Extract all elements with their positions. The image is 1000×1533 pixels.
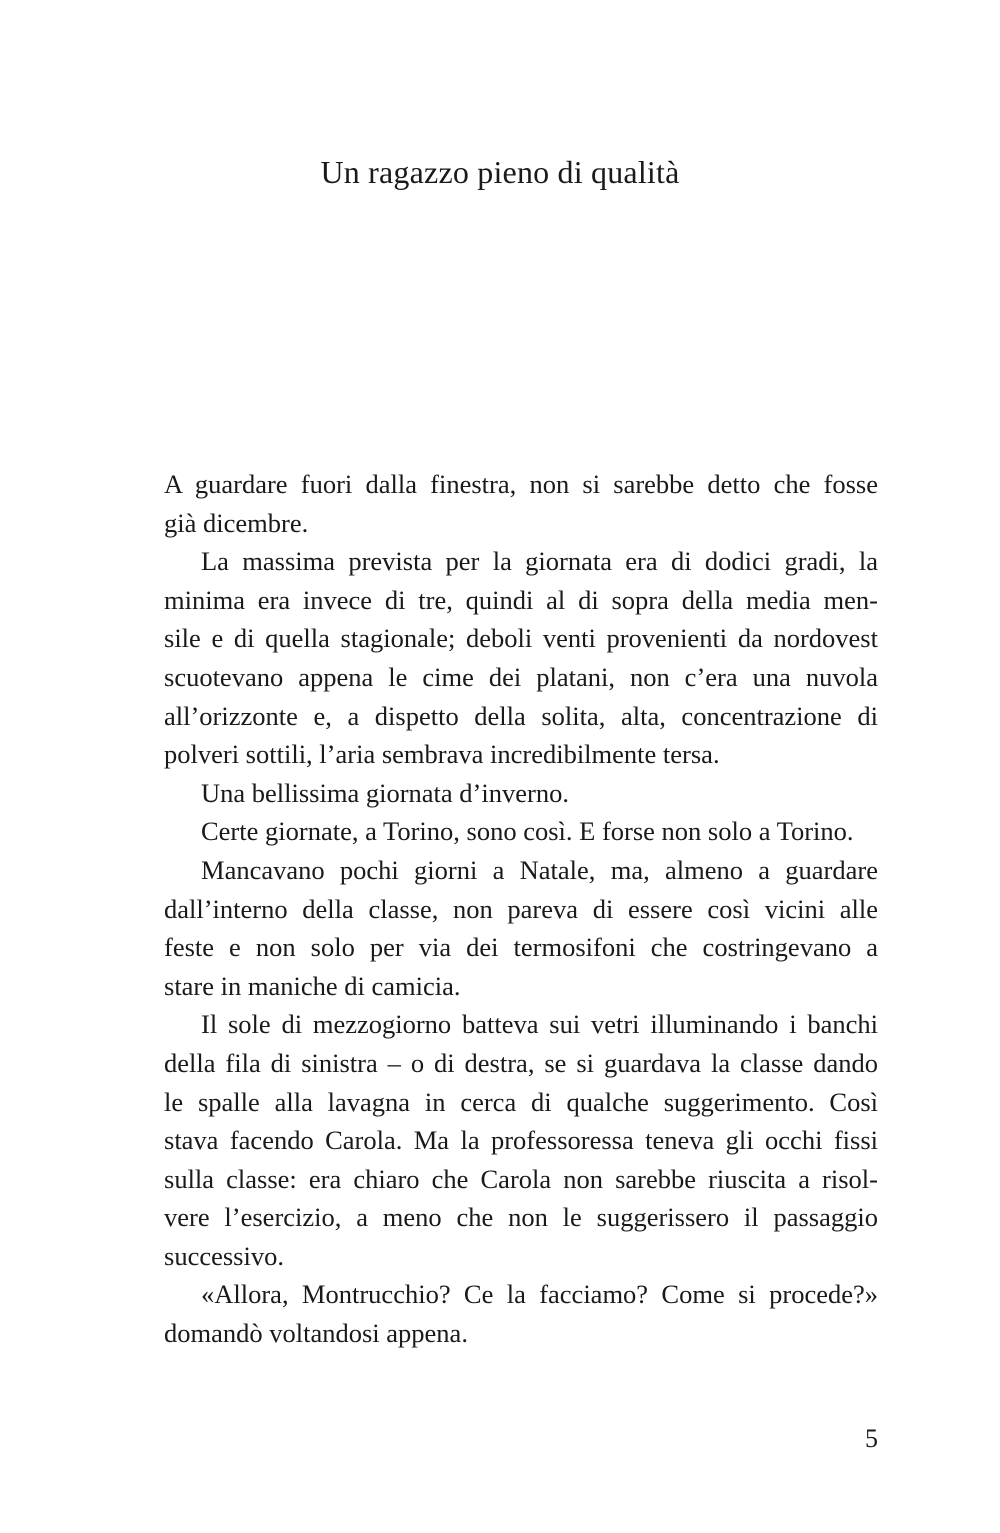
text-line: La massima prevista per la giornata era di dodici gradi, la bbox=[201, 546, 878, 577]
text-line: Una bellissima giornata d’inverno. bbox=[201, 777, 569, 808]
body-text bbox=[164, 465, 878, 1353]
text-line: A guardare fuori dalla finestra, non si sarebbe detto che fosse bbox=[164, 469, 878, 499]
text-line: Certe giornate, a Torino, sono così. E forse non solo a Torino. bbox=[201, 816, 854, 847]
text-line: vere l’esercizio, a meno che non le suggerissero il passaggio bbox=[164, 1202, 878, 1233]
text-line: sulla classe: era chiaro che Carola non sarebbe riuscita a risol- bbox=[164, 1163, 878, 1194]
text-line: scuotevano appena le cime dei platani, non c’era una nuvola bbox=[164, 661, 878, 692]
text-line: Mancavano pochi giorni a Natale, ma, almeno a guardare bbox=[201, 854, 878, 885]
text-line: all’orizzonte e, a dispetto della solita, alta, concentrazione di bbox=[164, 700, 878, 731]
text-line: feste e non solo per via dei termosifoni che costringevano a bbox=[164, 932, 878, 963]
text-line: dall’interno della classe, non pareva di essere così vicini alle bbox=[164, 893, 878, 924]
text-line: successivo. bbox=[164, 1240, 284, 1271]
text-line: minima era invece di tre, quindi al di sopra della media men- bbox=[164, 584, 878, 615]
text-line: Il sole di mezzogiorno batteva sui vetri illuminando i banchi bbox=[201, 1009, 878, 1040]
text-line: «Allora, Montrucchio? Ce la facciamo? Come si procede?» bbox=[201, 1279, 878, 1310]
text-line: stava facendo Carola. Ma la professoressa teneva gli occhi fissi bbox=[164, 1125, 878, 1156]
text-line: sile e di quella stagionale; deboli venti provenienti da nordovest bbox=[164, 623, 878, 654]
page-number: 5 bbox=[865, 1424, 878, 1453]
text-line: domandò voltandosi appena. bbox=[164, 1318, 468, 1349]
text-line: le spalle alla lavagna in cerca di qualche suggerimento. Così bbox=[164, 1086, 878, 1117]
text-line: polveri sottili, l’aria sembrava incredibilmente tersa. bbox=[164, 739, 720, 770]
text-line: stare in maniche di camicia. bbox=[164, 970, 461, 1001]
chapter-title: Un ragazzo pieno di qualità bbox=[320, 154, 680, 190]
text-line: già dicembre. bbox=[164, 507, 309, 538]
text-line: della fila di sinistra – o di destra, se si guardava la classe dando bbox=[164, 1047, 878, 1078]
